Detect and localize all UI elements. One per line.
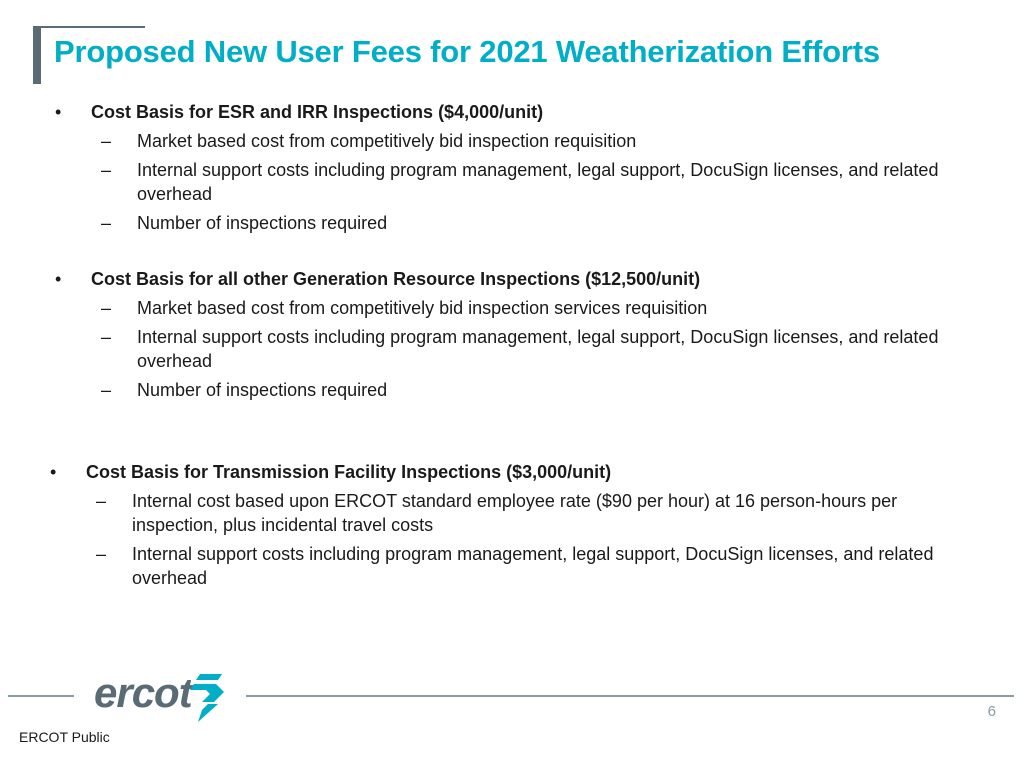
classification-label: ERCOT Public xyxy=(19,729,110,745)
dash-icon: – xyxy=(101,160,112,180)
section-heading: Cost Basis for ESR and IRR Inspections ($4,000/unit) xyxy=(91,102,544,122)
footer-rule-right xyxy=(246,695,1014,697)
list-item-text: Market based cost from competitively bid inspection requisition xyxy=(137,131,637,151)
list-item-text: Number of inspections required xyxy=(137,213,388,233)
list-item xyxy=(91,378,971,402)
list-item xyxy=(86,542,986,590)
section-heading: Cost Basis for all other Generation Resource Inspections ($12,500/unit) xyxy=(91,269,701,289)
list-item xyxy=(91,296,971,320)
list-item-text: Internal support costs including program management, legal support, DocuSign licenses, and related overhead xyxy=(137,327,939,371)
list-item xyxy=(91,211,971,235)
dash-icon: – xyxy=(101,131,112,151)
lightning-bolt-icon xyxy=(184,672,228,724)
dash-icon: – xyxy=(101,380,112,400)
logo-wordmark: ercot xyxy=(94,669,192,716)
list-item xyxy=(91,158,971,206)
title-accent-bar xyxy=(33,26,41,84)
footer-rule-left xyxy=(8,695,74,697)
dash-icon: – xyxy=(96,544,107,564)
list-item xyxy=(86,489,986,537)
bullet-icon: • xyxy=(55,269,62,289)
section-heading-row xyxy=(50,460,986,484)
list-item-text: Number of inspections required xyxy=(137,380,388,400)
dash-icon: – xyxy=(101,298,112,318)
list-item-text: Market based cost from competitively bid inspection services requisition xyxy=(137,298,708,318)
bullet-icon: • xyxy=(50,462,57,482)
dash-icon: – xyxy=(101,213,112,233)
list-item-text: Internal support costs including program management, legal support, DocuSign licenses, and related overhead xyxy=(137,160,939,204)
list-item-text: Internal cost based upon ERCOT standard employee rate ($90 per hour) at 16 person-hours per inspection, plus incidental travel costs xyxy=(132,491,898,535)
list-item-text: Internal support costs including program management, legal support, DocuSign licenses, and related overhead xyxy=(132,544,934,588)
section-heading: Cost Basis for Transmission Facility Inspections ($3,000/unit) xyxy=(86,462,612,482)
bullet-icon: • xyxy=(55,102,62,122)
list-item xyxy=(91,129,971,153)
section-heading-row xyxy=(55,267,971,291)
ercot-logo xyxy=(94,668,228,724)
section-heading-row xyxy=(55,100,971,124)
section-transmission-facility xyxy=(50,460,986,590)
title-accent-rule xyxy=(33,26,145,28)
page-title: Proposed New User Fees for 2021 Weatherization Efforts xyxy=(54,34,880,69)
section-generation-resource xyxy=(55,267,971,402)
dash-icon: – xyxy=(96,491,107,511)
page-number: 6 xyxy=(987,703,996,720)
dash-icon: – xyxy=(101,327,112,347)
section-esr-irr xyxy=(55,100,971,235)
list-item xyxy=(91,325,971,373)
